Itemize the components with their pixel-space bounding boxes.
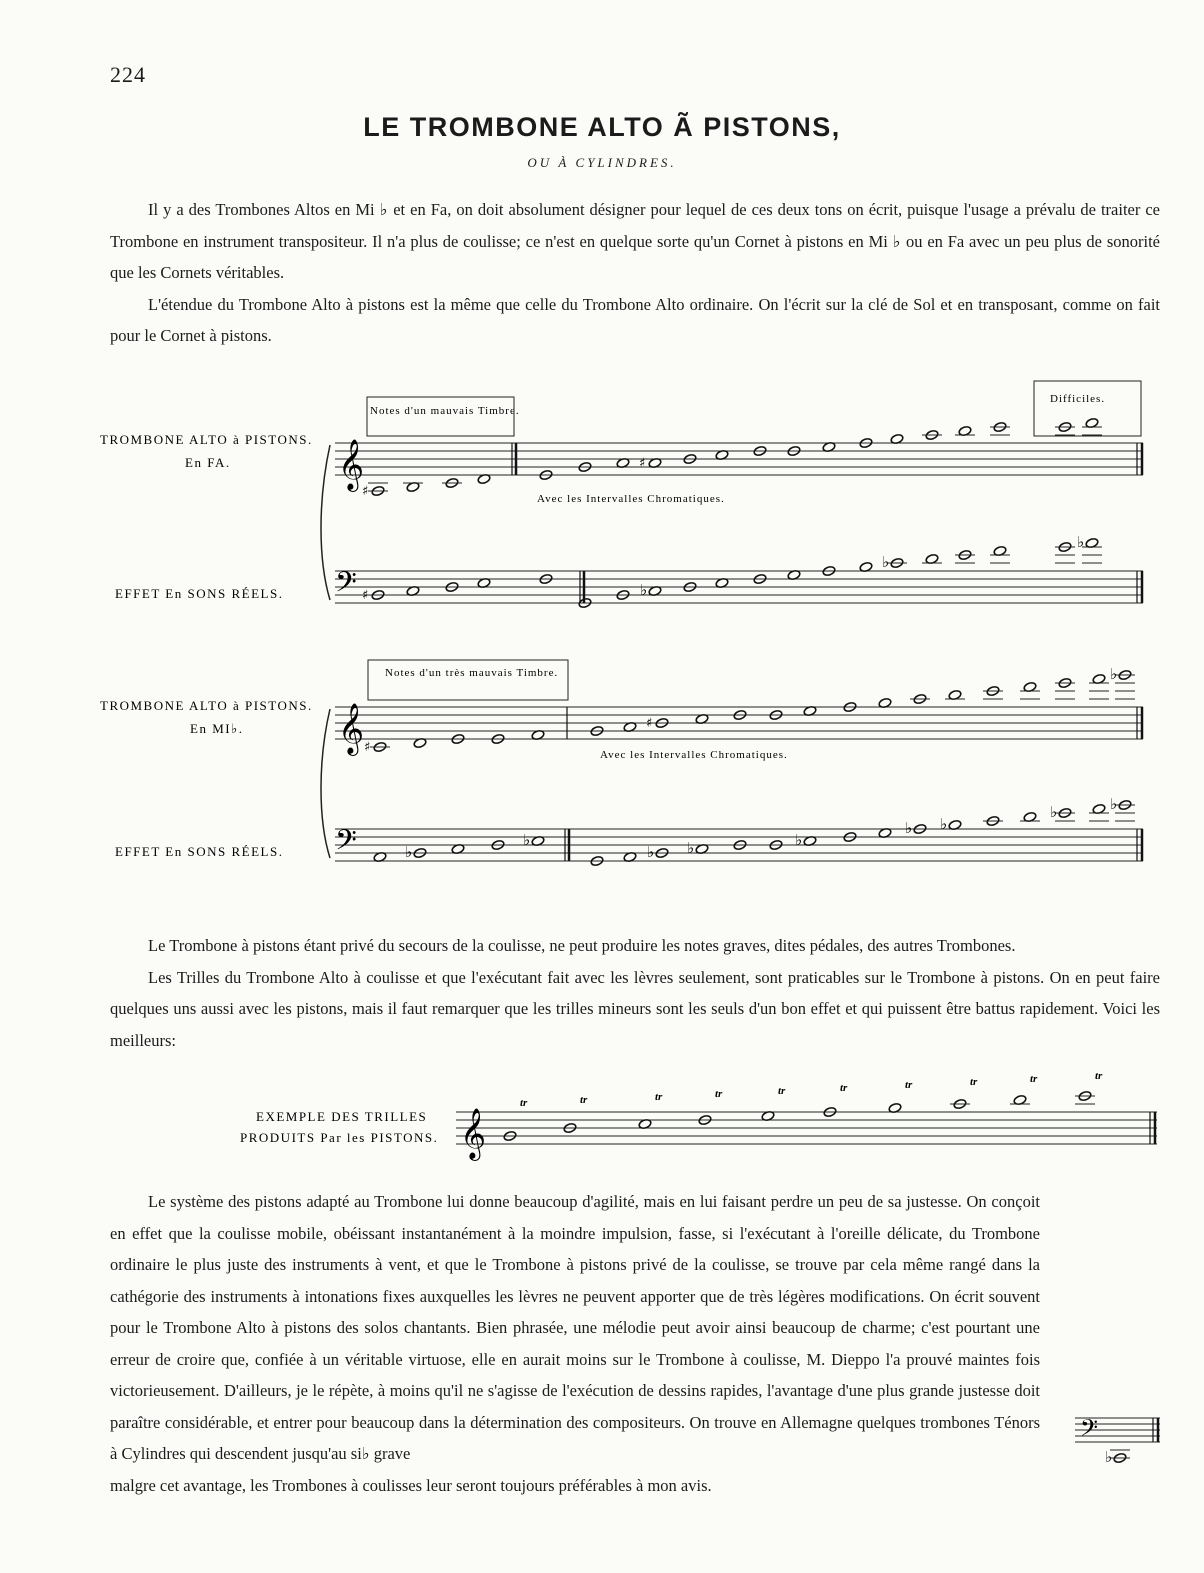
system-brace (321, 709, 330, 858)
flat-sign: ♭ (1105, 1448, 1113, 1466)
treble-clef-icon: 𝄞 (338, 439, 365, 490)
flat-sign: ♭ (882, 553, 890, 571)
sharp-sign: ♯ (646, 716, 653, 731)
paragraph-2: L'étendue du Trombone Alto à pistons est la même que celle du Trombone Alto ordinaire. On l'écrit sur la clé de Sol et en transposant, comme on fait pour le Cornet à pistons. (110, 294, 1160, 345)
paragraph-5-end: malgre cet avantage, les Trombones à coulisses leur seront toujours préférables à mon avis. (110, 1475, 712, 1495)
sys1-staves (321, 417, 1143, 608)
sys2-key-label: En MI♭. (190, 721, 244, 736)
bass-clef-icon: 𝄢 (335, 824, 357, 864)
flat-sign: ♭ (647, 843, 655, 861)
trill-mark: tr (520, 1097, 528, 1109)
sys1-instrument-label: TROMBONE ALTO à PISTONS. (100, 432, 313, 447)
sys1-chromatic-text: Avec les Intervalles Chromatiques. (537, 493, 725, 505)
page-subtitle: OU À CYLINDRES. (527, 155, 677, 170)
page-number: 224 (110, 62, 146, 87)
bass-clef-icon: 𝄢 (335, 566, 357, 606)
trill-mark: tr (778, 1085, 786, 1097)
low-b-flat-staff (1075, 1414, 1160, 1466)
flat-sign: ♭ (1110, 795, 1118, 813)
trill-mark: tr (580, 1094, 588, 1106)
system-brace (321, 445, 330, 600)
paragraph-1: Il y a des Trombones Altos en Mi ♭ et en Fa, on doit absolument désigner pour lequel de ces deux tons on écrit, puisque l'usage a prévalu de traiter ce Trombone en instrument transpositeur. Il n'a plus de coulisse; ce n'est en quelque sorte qu'un Cornet à pistons en Mi ♭ ou en Fa avec un peu plus de sonorité que les Cornets véritables. (110, 200, 1160, 282)
sharp-sign: ♯ (639, 456, 646, 471)
sharp-sign: ♯ (362, 588, 369, 603)
treble-clef-icon: 𝄞 (338, 703, 365, 754)
flat-sign: ♭ (687, 839, 695, 857)
sharp-sign: ♯ (362, 484, 369, 499)
trill-mark: tr (905, 1079, 913, 1091)
trills-label-1: EXEMPLE DES TRILLES (256, 1109, 428, 1124)
trill-mark: tr (1095, 1070, 1103, 1082)
trills-staff (456, 1070, 1157, 1161)
sys2-chromatic-text: Avec les Intervalles Chromatiques. (600, 749, 788, 761)
flat-sign: ♭ (405, 843, 413, 861)
flat-sign: ♭ (795, 831, 803, 849)
trill-mark: tr (1030, 1073, 1038, 1085)
trill-mark: tr (840, 1082, 848, 1094)
bass-clef-icon: 𝄢 (1080, 1414, 1099, 1447)
flat-sign: ♭ (640, 581, 648, 599)
trill-mark: tr (715, 1088, 723, 1100)
sys2-staves (321, 665, 1143, 867)
sys2-effect-label: EFFET En SONS RÉELS. (115, 844, 284, 859)
paragraph-5: Le système des pistons adapté au Trombone lui donne beaucoup d'agilité, mais en lui faisant perdre un peu de sa justesse. On conçoit en effet que la coulisse mobile, obéissant instantanément à la moindre impulsion, fasse, si l'exécutant à l'oreille délicate, du Trombone ordinaire le plus juste des instruments à vent, et que le Trombone à pistons privé de la coulisse, se trouve par cela même rangé dans la cathégorie des instruments à intonations fixes auxquelles les lèvres ne peuvent apporter que de très légères modifications. On écrit souvent pour le Trombone Alto à pistons des solos chantants. Bien phrasée, une mélodie peut avoir ainsi beaucoup de charme; c'est pourtant une erreur de croire que, confiée à un véritable virtuose, elle en aurait moins sur le Trombone à coulisse, M. Dieppo l'a prouvé maintes fois victorieusement. D'ailleurs, je le répète, à moins qu'il ne s'agisse de l'exécution de dessins rapides, l'avantage d'une plus grande justesse doit paraître considérable, et entrer pour beaucoup dans la détermination des compositeurs. On trouve en Allemagne quelques trombones Ténors à Cylindres qui descendent jusqu'au si♭ grave (110, 1192, 1040, 1463)
trill-mark: tr (655, 1091, 663, 1103)
sharp-sign: ♯ (364, 740, 371, 755)
sys2-instrument-label: TROMBONE ALTO à PISTONS. (100, 698, 313, 713)
sys1-effect-label: EFFET En SONS RÉELS. (115, 586, 284, 601)
sys1-key-label: En FA. (185, 455, 231, 470)
paragraph-3: Le Trombone à pistons étant privé du secours de la coulisse, ne peut produire les notes graves, dites pédales, des autres Trombones. (148, 936, 1016, 955)
sys1-box-left-text: Notes d'un mauvais Timbre. (370, 405, 520, 417)
sys1-box-right (1034, 381, 1141, 436)
flat-sign: ♭ (523, 831, 531, 849)
flat-sign: ♭ (940, 815, 948, 833)
page-title: LE TROMBONE ALTO Ã PISTONS, (363, 112, 841, 142)
trill-mark: tr (970, 1076, 978, 1088)
flat-sign: ♭ (1050, 803, 1058, 821)
paragraph-4: Les Trilles du Trombone Alto à coulisse et que l'exécutant fait avec les lèvres seulement, sont praticables sur le Trombone à pistons. On en peut faire quelques uns aussi avec les pistons, mais il faut remarquer que les trilles mineurs sont les seuls d'un bon effet et qui puissent être battus rapidement. Voici les meilleurs: (110, 967, 1160, 1050)
sys1-box-right-text: Difficiles. (1050, 393, 1106, 405)
treble-clef-icon: 𝄞 (460, 1108, 487, 1159)
sys2-box-left-text: Notes d'un très mauvais Timbre. (385, 667, 559, 679)
flat-sign: ♭ (905, 819, 913, 837)
trills-label-2: PRODUITS Par les PISTONS. (240, 1130, 439, 1145)
flat-sign: ♭ (1110, 665, 1118, 683)
flat-sign: ♭ (1077, 533, 1085, 551)
sys2-box-left (368, 660, 568, 700)
